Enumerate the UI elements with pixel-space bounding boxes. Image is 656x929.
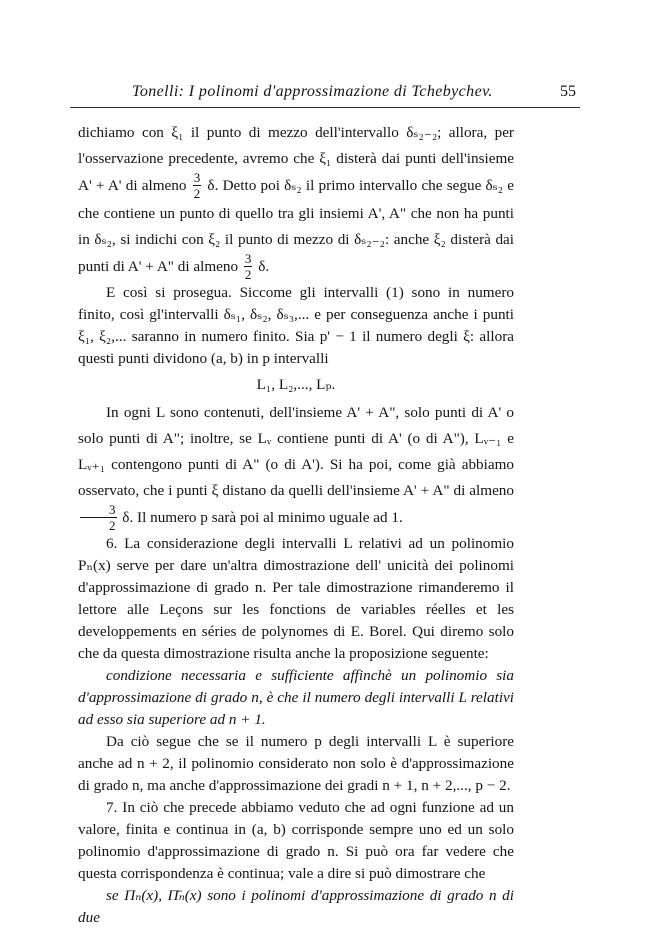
paragraph-continuation [78, 120, 514, 282]
paragraph-section-7: 7. In ciò che precede abbiamo veduto che ad ogni funzione ad un valore, finita e continua in (a, b) corrisponde sempre uno ed un solo polinomio d'approssimazione di grado n. Si può ora far vedere che questa corrispondenza è continua; vale a dire si può dimostrare che [78, 799, 514, 882]
intervals-formula: L₁, L₂,..., Lₚ. [256, 376, 336, 393]
text-p3-b: δ. Il numero p sarà poi al minimo uguale ad 1. [122, 508, 403, 526]
fraction-numerator: 3 [193, 170, 201, 185]
running-header [70, 83, 580, 108]
paragraph-section-6: 6. La considerazione degli intervalli L relativi ad un polinomio Pₙ(x) serve per dare un'altra dimostrazione dell' unicità dei polinomi d'approssimazione di grado n. Per tale dimostrazione rimanderemo il lettore alle Leçons sur les fonctions de variables réelles et les developpements en séries de polynomes di E. Borel. Qui diremo solo che da questa dimostrazione risulta anche la proposizione seguente: [78, 535, 514, 662]
fraction-numerator: 3 [244, 251, 252, 266]
paragraph-final: se Πₙ(x), Π̄ₙ(x) sono i polinomi d'approssimazione di grado n di due [78, 887, 514, 926]
running-title: Tonelli: I polinomi d'approssimazione di Tchebychev. [132, 83, 493, 100]
page-number: 55 [560, 83, 576, 100]
text-p3-a: In ogni L sono contenuti, dell'insieme A' + A", solo punti di A' o solo punti di A"; inoltre, se Lᵥ contiene punti di A' (o di A"), Lᵥ₋₁ e Lᵥ₊₁ contengono punti di A" (o di A'). Si ha poi, come già abbiamo osservato, che i punti ξ distano da quelli dell'insieme A' + A" di almeno [78, 404, 514, 499]
fraction-three-halves [244, 252, 253, 281]
fraction-numerator: 3 [80, 503, 117, 518]
fraction-denominator: 2 [244, 267, 252, 282]
fraction-three-halves [80, 503, 117, 532]
body-text [78, 120, 514, 929]
text-p1-c: δ. [258, 257, 270, 275]
fraction-three-halves [193, 171, 202, 200]
fraction-denominator: 2 [109, 518, 116, 533]
proposition: condizione necessaria e sufficiente affinchè un polinomio sia d'approssimazione di grado n, è che il numero degli intervalli L relativi ad esso sia superiore ad n + 1. [78, 667, 514, 728]
paragraph-consequence: Da ciò segue che se il numero p degli intervalli L è superiore anche ad n + 2, il polinomio considerato non solo è d'approssimazione di grado n, ma anche d'approssimazione dei gradi n + 1, n + 2,..., p − 2. [78, 733, 514, 794]
text-p1-b: δ. Detto poi δₛ₂ il primo intervallo che segue δₛ₂ e che contiene un punto di quello tra gli insiemi A', A" che non ha punti in δₛ₂, si indichi con ξ₂ il punto di mezzo di δₛ₂₋₂: anche ξ₂ disterà dai punti di A' + A" di almeno [78, 176, 515, 275]
paragraph-so-on: E così si prosegua. Siccome gli intervalli (1) sono in numero finito, così gl'intervalli δₛ₁, δₛ₂, δₛ₃,... e per conseguenza anche i punti ξ₁, ξ₂,... saranno in numero finito. Sia p' − 1 il numero degli ξ: allora questi punti dividono (a, b) in p intervalli [78, 284, 514, 367]
fraction-denominator: 2 [193, 186, 201, 201]
paragraph-each-L [78, 400, 514, 533]
text-p1-a: dichiamo con ξ₁ il punto di mezzo dell'intervallo δₛ₂₋₂; allora, per l'osservazione precedente, avremo che ξ₁ disterà dai punti dell'insieme A' + A' di almeno [78, 124, 514, 194]
